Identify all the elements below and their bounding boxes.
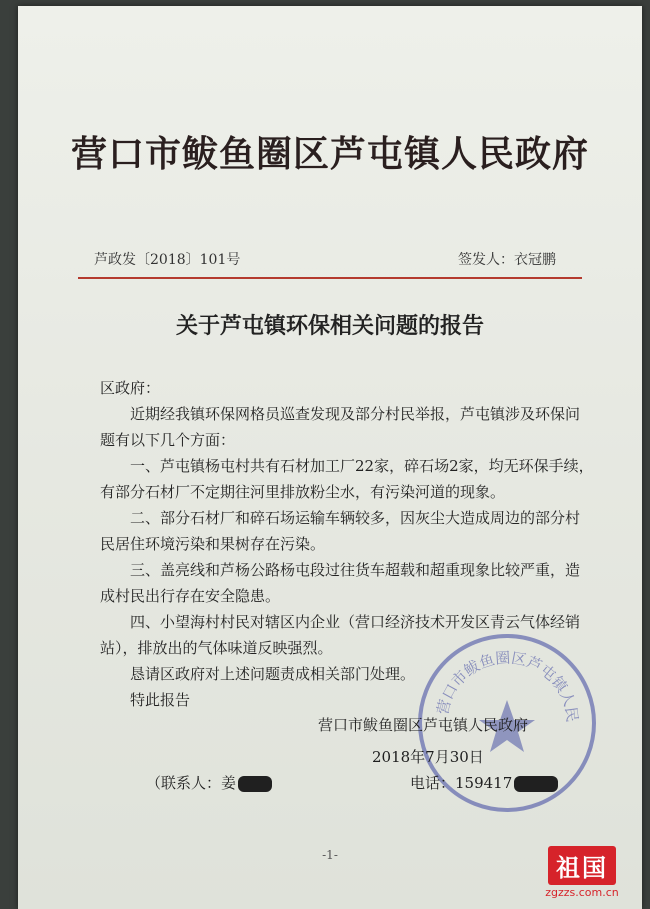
contact-person [146,772,272,793]
redaction-mark [238,776,272,792]
paragraph-request: 恳请区政府对上述问题责成相关部门处理。 [130,665,416,683]
paragraph-intro: 近期经我镇环保网格员巡查发现及部分村民举报，芦屯镇涉及环保问题有以下几个方面： [100,405,581,449]
document-number: 芦政发〔2018〕101号 [94,252,241,268]
paragraph-closing: 特此报告 [130,691,191,709]
issuing-org-title: 营口市鲅鱼圈区芦屯镇人民政府 [70,134,589,175]
svg-text:营口市鲅鱼圈区芦屯镇人民政府: 营口市鲅鱼圈区芦屯镇人民 [433,648,582,724]
header-divider-line [78,277,582,279]
document-paper [18,6,642,909]
watermark-url: zgzzs.com.cn [545,886,619,899]
paragraph-item-1: 一、芦屯镇杨屯村共有石材加工厂22家，碎石场2家，均无环保手续，有部分石材厂不定期往河里排放粉尘水，有污染河道的现象。 [100,457,594,501]
report-title: 关于芦屯镇环保相关问题的报告 [175,313,484,339]
signature-org: 营口市鲅鱼圈区芦屯镇人民政府 [318,716,529,734]
contact-phone [410,772,558,793]
contact-phone-label: 电话：159417 [410,774,513,792]
page-number: -1- [322,848,338,862]
redaction-mark [514,776,558,792]
paragraph-item-3: 三、盖亮线和芦杨公路杨屯段过往货车超载和超重现象比较严重，造成村民出行存在安全隐患。 [100,561,581,605]
addressee: 区政府： [100,379,161,397]
paragraph-item-2: 二、部分石材厂和碎石场运输车辆较多，因灰尘大造成周边的部分村民居住环境污染和果树存在污染。 [100,509,581,553]
site-watermark [528,846,636,899]
signer: 签发人：衣冠鹏 [458,252,556,268]
watermark-brand: 祖国 [548,846,616,885]
contact-person-label: （联系人：姜 [146,774,237,792]
paragraph-item-4: 四、小望海村村民对辖区内企业（营口经济技术开发区青云气体经销站），排放出的气体味道反映强烈。 [100,613,581,657]
signature-date: 2018年7月30日 [372,748,484,766]
